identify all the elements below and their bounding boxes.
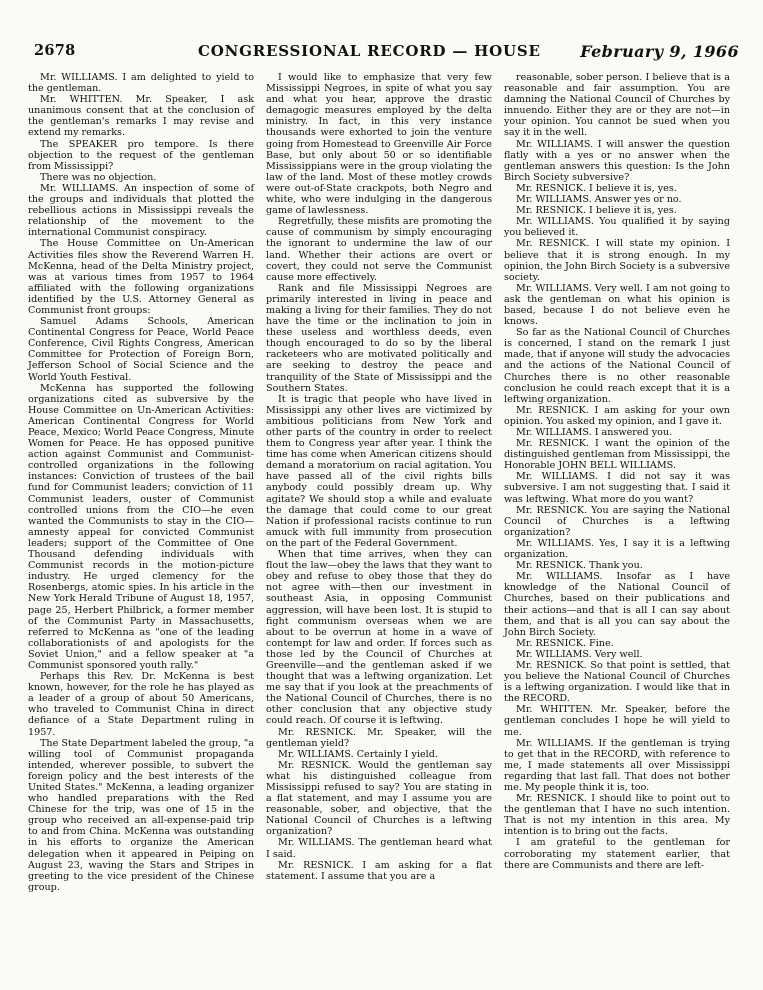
issue-date: February 9, 1966 [580,42,739,61]
paragraph: Mr. WILLIAMS. I will answer the question flatly with a yes or no answer when the gentleman answers this question: Is the John Birch Society subversive? [504,138,730,183]
paragraph: Mr. RESNICK. I want the opinion of the distinguished gentleman from Mississippi, the Honorable JOHN BELL WILLIAMS. [504,438,730,472]
paragraph: Mr. WHITTEN. Mr. Speaker, before the gentleman concludes I hope he will yield to me. [504,704,730,738]
paragraph: Mr. WILLIAMS. If the gentleman is trying to get that in the RECORD, with reference to me, I made statements all over Mississippi regarding that last fall. That does not bother me. My people think it is, too. [504,737,730,793]
paragraph: Mr. RESNICK. I will state my opinion. I believe that it is strong enough. In my opinion, the John Birch Society is a subversive society. [504,238,731,283]
paragraph: Mr. WILLIAMS. I answered you. [516,427,673,438]
paragraph: The State Department labeled the group, "a willing tool of Communist propaganda intended, wherever possible, to subvert the foreign policy and the best interests of the United States." McKenna, a leading organizer who handled preparations with the Red Chinese for the trip, was one of 15 in the group who received an all-expense-paid trip to and from China. McKenna was outstanding in his efforts to organize the American delegation when it appeared in Peiping on August 23, waving the Stars and Stripes in greeting to the vice president of the Chinese group. [28,737,254,893]
paragraph: Mr. WILLIAMS. Yes, I say it is a leftwing organization. [504,537,730,561]
paragraph: Mr. RESNICK. Fine. [516,637,614,649]
paragraph: Mr. RESNICK. I am asking for your own opinion. You asked my opinion, and I gave it. [504,404,730,427]
publication-title: CONGRESSIONAL RECORD — HOUSE [198,42,541,60]
paragraph: Mr. WHITTEN. Mr. Speaker, I ask unanimous consent that at the conclusion of the gentleman's remarks I may revise and extend my remarks. [28,94,254,139]
paragraph: Mr. RESNICK. I should like to point out to the gentleman that I have no such intention. That is not my intention in this area. My intention is to bring out the facts. [504,793,730,838]
paragraph: It is tragic that people who have lived in Mississippi any other lives are victimized by ambitious politicians from New York and other parts of the country in order to reelect them to Congress year after year. I think the time has come when American citizens should demand a moratorium on racial agitation. You have passed all of the civil rights bills anybody could possibly dream up. Why agitate? We should stop a while and evaluate the damage that could come to our great Nation if professional racists continue to run amuck with full immunity from prosecution on the part of the Federal Government. [266,393,492,549]
paragraph: Mr. RESNICK. So that point is settled, that you believe the National Council of Churches is a leftwing organization. I would like that in the RECORD. [504,659,730,705]
paragraph: Mr. WILLIAMS. An inspection of some of the groups and individuals that plotted the rebellious actions in Mississippi reveals the relationship of the movement to the international Communist conspiracy. [28,182,254,239]
paragraph: Mr. WILLIAMS. Insofar as I have knowledge of the National Council of Churches, based on their publications and their actions—and that is all I can say about them, and that is all you can say about the John Birch Society. [504,571,730,638]
paragraph: Mr. WILLIAMS. Certainly I yield. [278,748,438,760]
paragraph: Mr. RESNICK. Thank you. [516,560,643,572]
paragraph: The House Committee on Un-American Activities files show the Reverend Warren H. McKenna, head of the Delta Ministry project, was at various times from 1957 to 1964 affiliated with the following organizations identified by the U.S. Attorney General as Communist front groups: [28,238,254,316]
paragraph: Regretfully, these misfits are promoting the cause of communism by simply encouraging the ignorant to undermine the law of our land. Whether their actions are overt or covert, they could not serve the Communist cause more effectively. [266,216,492,283]
paragraph: Mr. WILLIAMS. I did not say it was subversive. I am not suggesting that. I said it was leftwing. What more do you want? [504,471,730,505]
paragraph: Mr. WILLIAMS. Answer yes or no. [516,194,682,206]
paragraph: I would like to emphasize that very few Mississippi Negroes, in spite of what you say and what you hear, approve the drastic demagogic measures employed by the delta ministry. In fact, in this very instance thousands were exhorted to join the venture going from Homestead to Greenville Air Force Base, but only about 50 or so identifiable Mississippians were in the group violating the law of the land. Most of these motley crowds were out-of-State crackpots, both Negro and white, who were indulging in the dangerous game of lawlessness. [266,72,492,217]
paragraph: Rank and file Mississippi Negroes are primarily interested in living in peace and making a living for their families. They do not have the time or the inclination to join in these useless and worthless deeds, even though encouraged to do so by the liberal racketeers who are motivated politically and are seeking to destroy the peace and tranquility of the State of Mississippi and the Southern States. [266,282,492,394]
paragraph: I am grateful to the gentleman for corroborating my statement earlier, that there are Communists and there are left- [504,837,730,871]
paragraph: Mr. RESNICK. You are saying the National Council of Churches is a leftwing organization? [504,504,730,538]
column-middle [266,72,492,893]
paragraph: Mr. RESNICK. I believe it is, yes. [516,205,677,217]
paragraph: Mr. RESNICK. Would the gentleman say what his distinguished colleague from Mississippi refused to say? You are stating in a flat statement, and may I assume you are reasonable, sober, and objective, that the National Council of Churches is a leftwing organization? [266,759,492,838]
page-header [28,42,743,68]
paragraph: Perhaps this Rev. Dr. McKenna is best known, however, for the role he has played as a leader of a group of about 50 Americans, who traveled to Communist China in direct defiance of a State Department ruling in 1957. [28,671,254,738]
page-number: 2678 [34,42,76,59]
paragraph: Mr. WILLIAMS. Very well. I am not going to ask the gentleman on what his opinion is based, because I do not believe even he knows. [504,282,730,328]
paragraph: When that time arrives, when they can flout the law—obey the laws that they want to obey and refuse to obey those that they do not agree with—then our investment in southeast Asia, in opposing Communist aggression, will have been lost. It is stupid to fight communism overseas when we are about to be overrun at home in a wave of contempt for law and order. If forces such as those led by the Council of Churches at Greenville—and the gentleman asked if we thought that was a leftwing organization. Let me say that if you look at the preachments of the National Council of Churches, there is no other conclusion that any objective study could reach. Of course it is leftwing. [266,549,492,727]
paragraph: Mr. RESNICK. I believe it is, yes. [516,182,677,194]
paragraph: Samuel Adams Schools, American Continental Congress for Peace, World Peace Conference, Civil Rights Congress, American Committee for Protection of Foreign Born, Jefferson School of Social Science and the World Youth Festival. [28,316,254,383]
paragraph: Mr. WILLIAMS. I am delighted to yield to the gentleman. [28,72,254,95]
paragraph: There was no objection. [40,171,157,183]
paragraph: The SPEAKER pro tempore. Is there objection to the request of the gentleman from Mississippi? [28,138,254,172]
paragraph: Mr. RESNICK. I am asking for a flat statement. I assume that you are a [266,859,492,882]
column-left [28,72,254,893]
text-columns [28,72,743,893]
paragraph: reasonable, sober person. I believe that is a reasonable and fair assumption. You are damning the National Council of Churches by innuendo. Either they are or they are not—in your opinion. You cannot be sued when you say it in the well. [504,72,730,139]
paragraph: McKenna has supported the following organizations cited as subversive by the House Committee on Un-American Activities: American Continental Congress for World Peace, Mexico; World Peace Congress, Minute Women for Peace. He has opposed punitive action against Communist and Communist-controlled organizations in the following instances: Conviction of trustees of the bail fund for Communist leaders; conviction of 11 Communist leaders, ouster of Communist controlled unions from the CIO—he even wanted the Communists to stay in the CIO—amnesty appeal for convicted Communist leaders; support of the Committee of One Thousand defending individuals with Communist records in the motion-picture industry. He urged clemency for the Rosenbergs, atomic spies. In his article in the New York Herald Tribune of August 18, 1957, page 25, Herbert Philbrick, a former member of the Communist Party in Massachusetts, referred to McKenna as "one of the leading collaborationists of and apologists for the Soviet Union," and a fellow speaker at "a Communist sponsored youth rally." [28,382,254,671]
paragraph: Mr. WILLIAMS. The gentleman heard what I said. [266,837,492,860]
column-right [504,72,730,893]
paragraph: So far as the National Council of Churches is concerned, I stand on the remark I just made, that if anyone will study the advocacies and the actions of the National Council of Churches there is no other reasonable conclusion he could reach except that it is a leftwing organization. [504,327,730,405]
paragraph: Mr. RESNICK. Mr. Speaker, will the gentleman yield? [266,726,492,749]
paragraph: Mr. WILLIAMS. Very well. [516,648,643,660]
paragraph: Mr. WILLIAMS. You qualified it by saying you believed it. [504,216,730,239]
